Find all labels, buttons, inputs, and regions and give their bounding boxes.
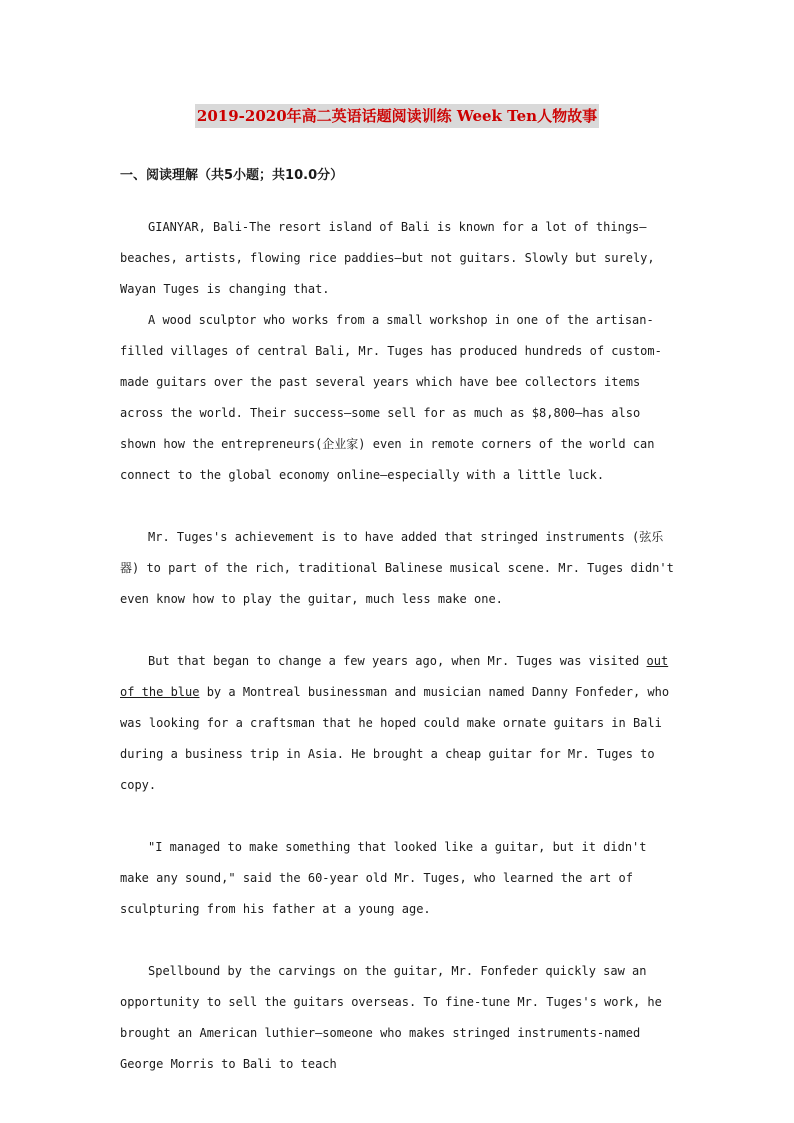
passage-body (120, 212, 680, 1080)
document-title: 2019-2020年高二英语话题阅读训练 Week Ten人物故事 (195, 104, 599, 128)
paragraph-1: GIANYAR, Bali-The resort island of Bali is known for a lot of things—beaches, artists, flowing rice paddies—but not guitars. Slowly but surely, Wayan Tuges is changing that. (120, 220, 655, 296)
section-heading: 一、阅读理解（共5小题；共10.0分） (120, 168, 344, 183)
paragraph-3: Mr. Tuges's achievement is to have added that stringed instruments (弦乐器) to part of the rich, traditional Balinese musical scene. Mr. Tuges didn't even know how to play the guitar, much less make one. (120, 530, 674, 606)
paragraph-4 (120, 646, 680, 801)
title-container (0, 104, 794, 128)
paragraph-6: Spellbound by the carvings on the guitar, Mr. Fonfeder quickly saw an opportunity to sell the guitars overseas. To fine-tune Mr. Tuges's work, he brought an American luthier—someone who makes stringed instruments-named George Morris to Bali to teach (120, 964, 662, 1071)
paragraph-gap (120, 801, 680, 832)
paragraph-2: A wood sculptor who works from a small workshop in one of the artisan-filled villages of central Bali, Mr. Tuges has produced hundreds of custom-made guitars over the past several years which have bee collectors items across the world. Their success—some sell for as much as $8,800—has also shown how the entrepreneurs(企业家) even in remote corners of the world can connect to the global economy online—especially with a little luck. (120, 313, 662, 482)
paragraph-gap (120, 491, 680, 522)
paragraph-5: "I managed to make something that looked like a guitar, but it didn't make any sound," said the 60-year old Mr. Tuges, who learned the art of sculpturing from his father at a young age. (120, 840, 647, 916)
underlined-phrase: out of the blue (120, 654, 669, 699)
paragraph-gap (120, 925, 680, 956)
paragraph-gap (120, 615, 680, 646)
paragraph-4-text-b: by a Montreal businessman and musician named Danny Fonfeder, who was looking for a craftsman that he hoped could make ornate guitars in Bali during a business trip in Asia. He brought a cheap guitar for Mr. Tuges to copy. (120, 685, 670, 792)
paragraph-4-text-a: But that began to change a few years ago, when Mr. Tuges was visited (148, 654, 647, 668)
